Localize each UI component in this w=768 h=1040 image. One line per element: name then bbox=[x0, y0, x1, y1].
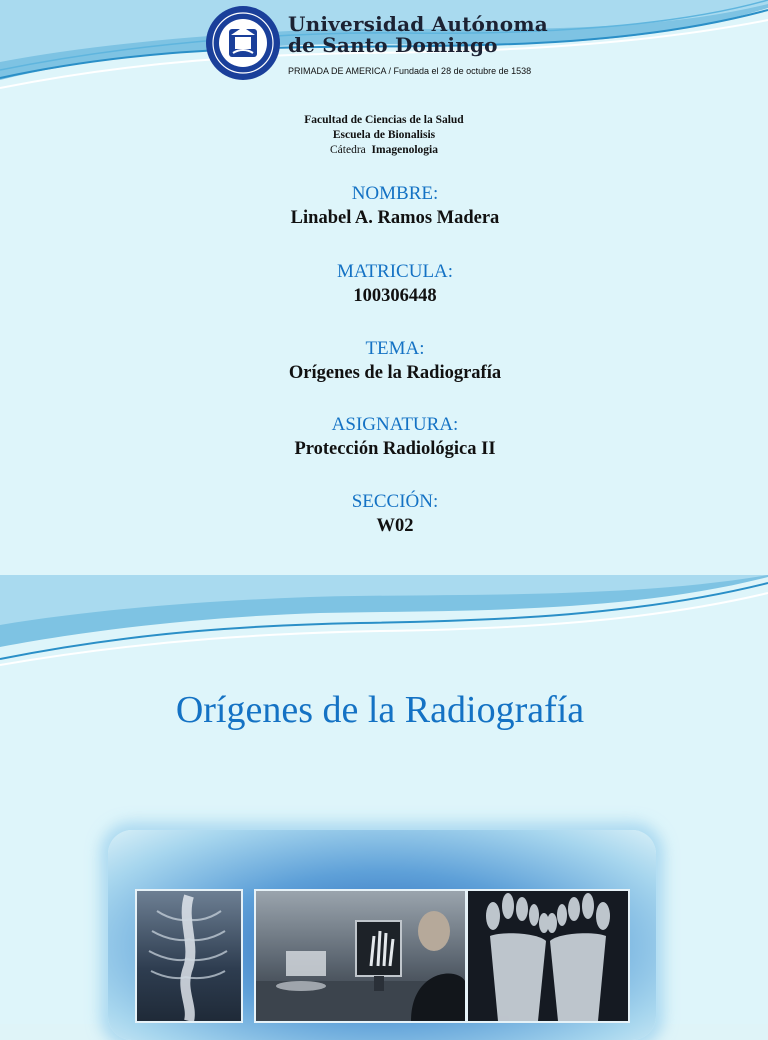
school-line: Escuela de Bionalisis bbox=[332, 129, 436, 141]
university-name-line2: de Santo Domingo bbox=[288, 33, 498, 57]
asignatura-value: Protección Radiológica II bbox=[294, 439, 496, 459]
tema-label: TEMA: bbox=[365, 338, 425, 359]
university-seal-icon bbox=[205, 5, 281, 81]
seccion-label: SECCIÓN: bbox=[351, 491, 439, 512]
spine-xray-icon bbox=[137, 891, 241, 1021]
catedra-subject: Imagenologia bbox=[371, 144, 438, 156]
feet-xray-icon bbox=[468, 891, 628, 1021]
nombre-field bbox=[0, 182, 768, 230]
nombre-value: Linabel A. Ramos Madera bbox=[290, 208, 500, 228]
catedra-line bbox=[0, 143, 768, 158]
tema-field bbox=[0, 337, 768, 385]
matricula-value: 100306448 bbox=[353, 286, 437, 306]
spine-xray-image bbox=[135, 889, 243, 1023]
asignatura-field bbox=[0, 413, 768, 461]
university-tagline: PRIMADA DE AMERICA / Fundada el 28 de octubre de 1538 bbox=[288, 66, 532, 76]
slide-title: Orígenes de la Radiografía bbox=[175, 689, 585, 731]
catedra-prefix: Cátedra bbox=[330, 144, 366, 156]
roentgen-lab-image bbox=[254, 889, 467, 1023]
tema-value: Orígenes de la Radiografía bbox=[288, 363, 502, 383]
feet-xray-image bbox=[466, 889, 630, 1023]
faculty-block bbox=[0, 113, 768, 158]
roentgen-lab-icon bbox=[256, 891, 465, 1021]
seccion-value: W02 bbox=[376, 516, 414, 536]
faculty-line: Facultad de Ciencias de la Salud bbox=[304, 114, 464, 126]
matricula-label: MATRICULA: bbox=[336, 261, 454, 282]
matricula-field bbox=[0, 260, 768, 308]
university-name bbox=[288, 14, 548, 56]
university-name-line1: Universidad Autónoma bbox=[288, 12, 548, 36]
nombre-label: NOMBRE: bbox=[351, 183, 439, 204]
title-slide-waves bbox=[0, 575, 768, 675]
asignatura-label: ASIGNATURA: bbox=[331, 414, 459, 435]
seccion-field bbox=[0, 490, 768, 538]
